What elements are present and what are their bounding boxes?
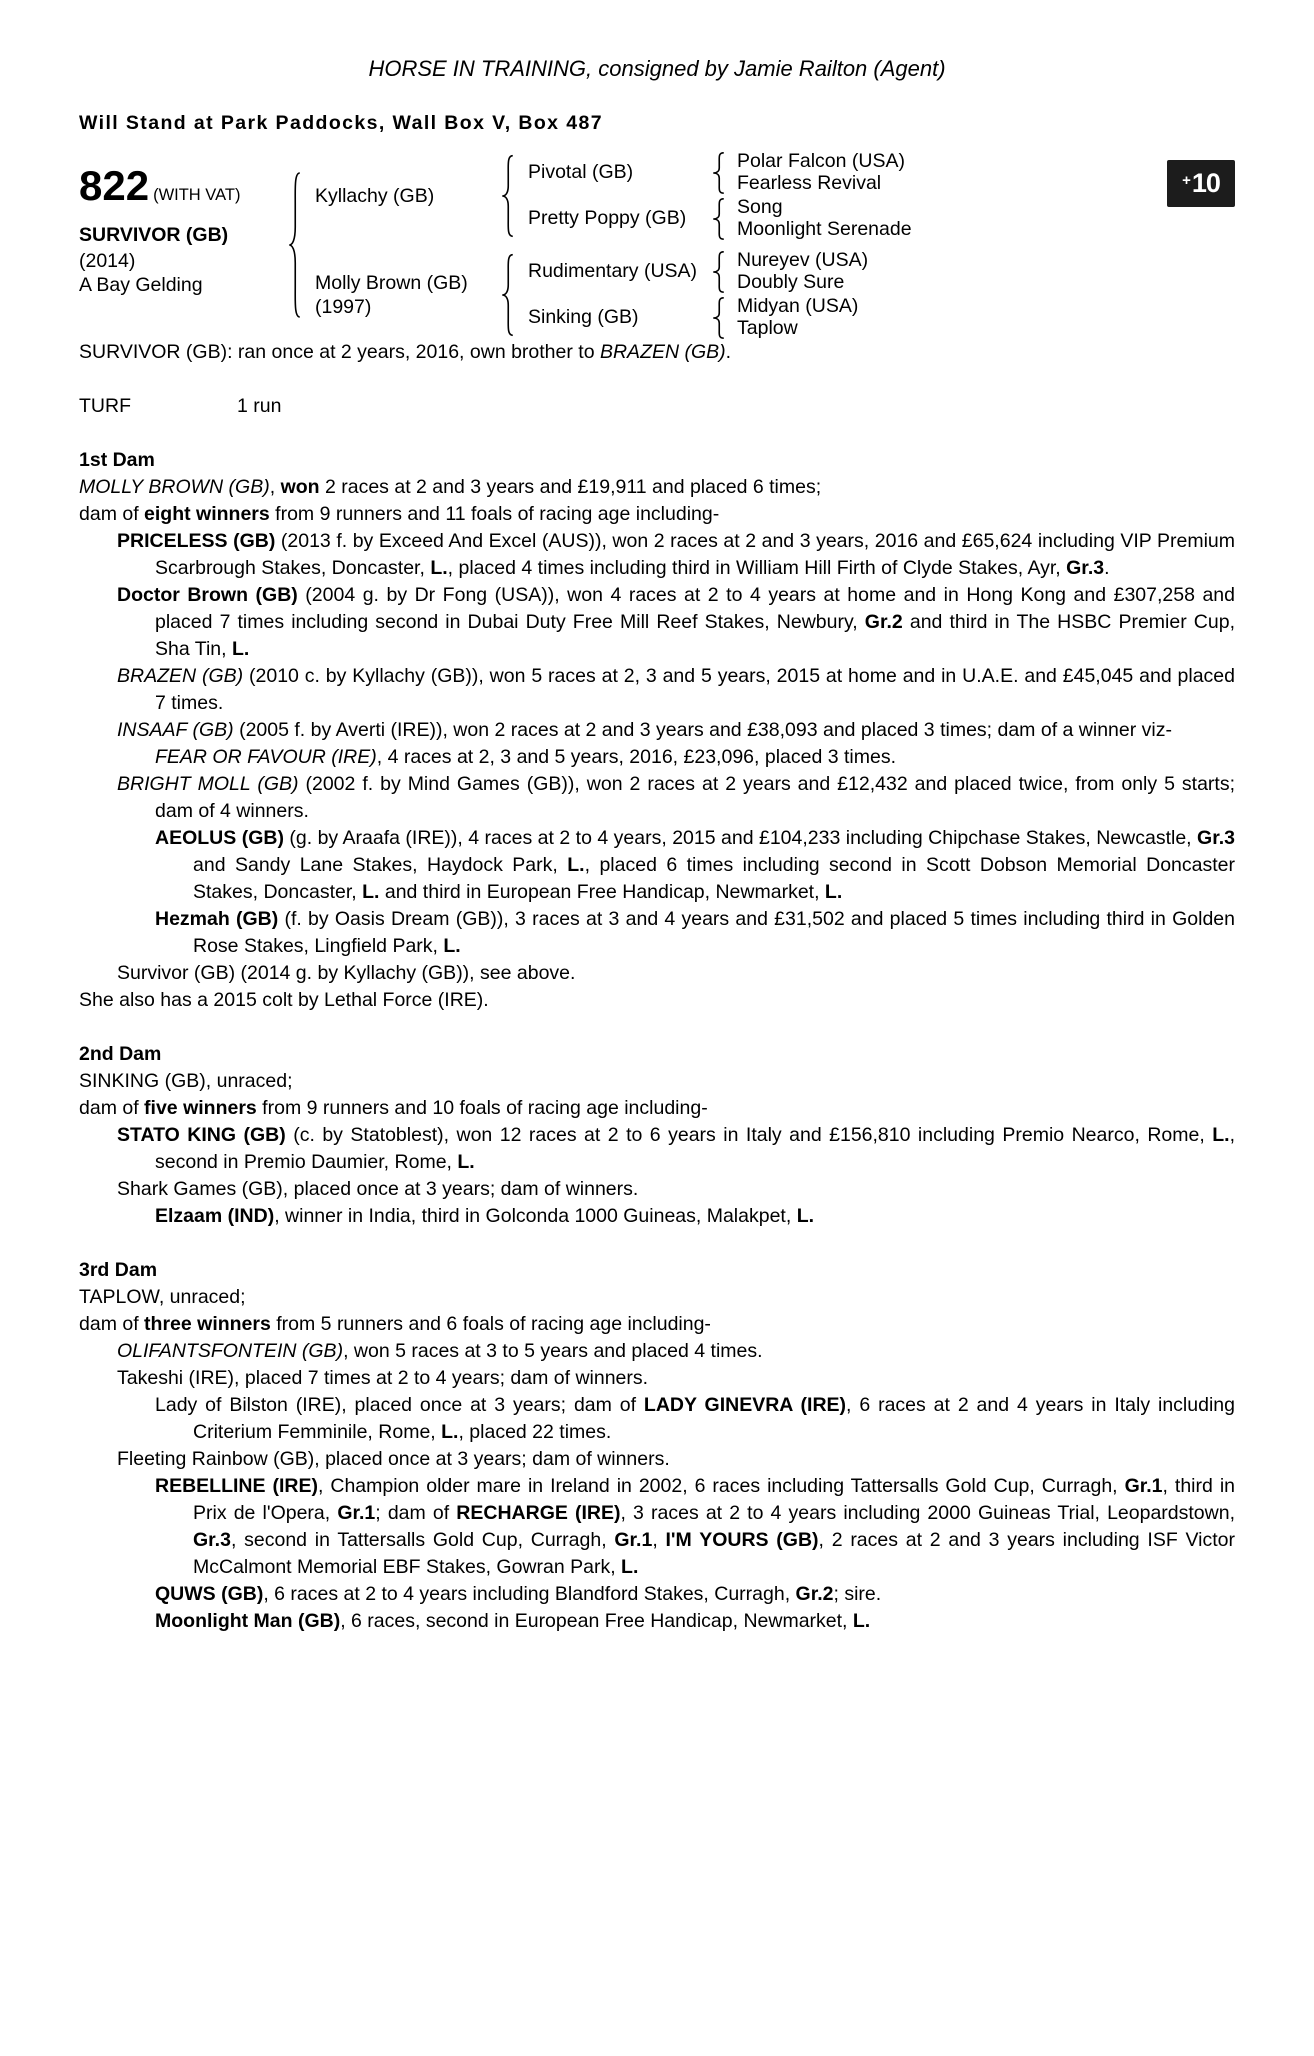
text-segment: , 4 races at 2, 3 and 5 years, 2016, £23,096, placed 3 times. xyxy=(376,746,896,768)
foaling-year: (2014) xyxy=(79,250,136,272)
plus10-badge xyxy=(1167,160,1235,207)
dam-heading: 1st Dam xyxy=(79,449,155,471)
sire-name: Kyllachy (GB) xyxy=(315,184,435,207)
text-segment: , Champion older mare in Ireland in 2002, 6 races including Tattersalls Gold Cup, Curragh, xyxy=(317,1475,1125,1497)
text-segment: L. xyxy=(362,881,380,903)
text-segment: Gr.2 xyxy=(864,611,903,633)
catalog-paragraph xyxy=(79,1581,1235,1608)
text-segment: FEAR OR FAVOUR (IRE) xyxy=(155,746,377,768)
text-segment: L. xyxy=(824,881,843,903)
text-segment: Shark Games (GB), placed once at 3 years; dam of winners. xyxy=(117,1178,639,1200)
text-segment: . xyxy=(1104,557,1110,579)
plus-icon: + xyxy=(1182,172,1191,189)
badge-number: 10 xyxy=(1191,168,1220,198)
text-segment: , second in Tattersalls Gold Cup, Curragh, xyxy=(230,1529,615,1551)
stand-location-line: Will Stand at Park Paddocks, Wall Box V, Box 487 xyxy=(79,112,603,134)
catalog-paragraph xyxy=(79,960,1235,987)
text-segment: , 6 races at 2 to 4 years including Blandford Stakes, Curragh, xyxy=(263,1583,796,1605)
dam-sire-name: Rudimentary (USA) xyxy=(528,260,698,282)
text-segment: She also has a 2015 colt by Lethal Force (IRE). xyxy=(79,989,489,1011)
catalog-paragraph xyxy=(79,1365,1235,1392)
pedigree-brace-sire-sire xyxy=(711,152,726,194)
ancestor-name: Song xyxy=(737,196,783,218)
text-segment: , 6 races, second in European Free Handicap, Newmarket, xyxy=(340,1610,853,1632)
text-segment: eight winners xyxy=(144,503,270,525)
dam-dam-parents xyxy=(726,296,858,339)
catalog-paragraph xyxy=(79,744,1235,771)
text-segment: RECHARGE (IRE) xyxy=(456,1502,621,1524)
text-segment: Gr.1 xyxy=(337,1502,376,1524)
lot-line xyxy=(79,163,287,218)
ancestor-name: Nureyev (USA) xyxy=(737,249,869,271)
text-segment: and third in The HSBC Premier Cup, Sha Tin, xyxy=(155,611,1235,660)
runs-value: 1 run xyxy=(237,395,282,417)
sire-dam-name: Pretty Poppy (GB) xyxy=(528,207,687,229)
text-segment: AEOLUS (GB) xyxy=(155,827,284,849)
ancestor-name: Moonlight Serenade xyxy=(737,217,912,240)
catalog-paragraph xyxy=(79,1203,1235,1230)
horse-description: A Bay Gelding xyxy=(79,274,203,296)
text-segment: and third in European Free Handicap, Newmarket, xyxy=(379,881,825,903)
text-segment: Lady of Bilston (IRE), placed once at 3 years; dam of xyxy=(155,1394,644,1416)
text-segment: L. xyxy=(621,1556,639,1578)
text-segment: BRAZEN (GB) xyxy=(599,341,726,363)
catalog-paragraph xyxy=(79,1176,1235,1203)
text-segment: L. xyxy=(441,1421,459,1443)
text-segment: ; dam of xyxy=(375,1502,457,1524)
catalog-paragraph xyxy=(79,1311,1235,1338)
text-segment: OLIFANTSFONTEIN (GB) xyxy=(117,1340,344,1362)
dam-dam-quarter xyxy=(515,296,868,339)
text-segment: Gr.3 xyxy=(1066,557,1105,579)
text-segment: , 2 races at 2 and 3 years including ISF Victor McCalmont Memorial EBF Stakes, Gowran Park, xyxy=(193,1529,1235,1578)
catalog-paragraph xyxy=(79,1473,1235,1581)
ancestor-name: Midyan (USA) xyxy=(737,295,859,317)
dam-section xyxy=(79,1041,1235,1230)
race-summary xyxy=(79,393,1235,420)
ancestor-name: Fearless Revival xyxy=(737,171,882,194)
text-segment: L. xyxy=(796,1205,815,1227)
text-segment: , second in Premio Daumier, Rome, xyxy=(155,1124,1235,1173)
text-segment: I'M YOURS (GB) xyxy=(665,1529,819,1551)
catalog-paragraph xyxy=(79,1095,1235,1122)
sire-parents xyxy=(515,151,912,240)
text-segment: TAPLOW, unraced; xyxy=(79,1286,246,1308)
consignment-header: HORSE IN TRAINING, consigned by Jamie Railton (Agent) xyxy=(368,56,946,81)
sire-sire-parents xyxy=(726,151,905,194)
catalog-paragraph xyxy=(79,906,1235,960)
catalog-paragraph xyxy=(79,717,1235,744)
text-segment: LADY GINEVRA (IRE) xyxy=(643,1394,847,1416)
text-segment: L. xyxy=(430,557,448,579)
pedigree-brace-dam-dam xyxy=(711,297,726,339)
dam-sections xyxy=(79,447,1235,1635)
catalog-paragraph xyxy=(79,1338,1235,1365)
text-segment: dam of xyxy=(79,503,145,525)
pedigree-brace-sire xyxy=(500,154,515,238)
ancestor-name: Doubly Sure xyxy=(737,270,845,293)
pedigree-tree xyxy=(302,151,912,339)
text-segment: 2 races at 2 and 3 years and £19,911 and placed 6 times; xyxy=(319,476,822,498)
text-segment: L. xyxy=(457,1151,475,1173)
text-segment: (f. by Oasis Dream (GB)), 3 races at 3 and 4 years and £31,502 and placed 5 times including third in Golden Rose Stakes, Lingfield Park, xyxy=(193,908,1235,957)
text-segment: five winners xyxy=(144,1097,257,1119)
text-segment: Gr.2 xyxy=(795,1583,834,1605)
pedigree-brace-dam xyxy=(500,253,515,337)
text-segment: BRAZEN (GB) xyxy=(117,665,244,687)
text-segment: . xyxy=(725,341,732,363)
catalog-paragraph xyxy=(79,663,1235,717)
catalog-paragraph xyxy=(79,582,1235,663)
catalog-paragraph xyxy=(79,1446,1235,1473)
catalog-paragraph xyxy=(79,825,1235,906)
sire-half xyxy=(302,151,912,240)
catalog-page xyxy=(0,56,1314,2056)
text-segment: , winner in India, third in Golconda 1000 Guineas, Malakpet, xyxy=(274,1205,797,1227)
text-segment: L. xyxy=(567,854,585,876)
text-segment: Gr.1 xyxy=(614,1529,653,1551)
catalog-paragraph xyxy=(79,771,1235,825)
text-segment: (g. by Araafa (IRE)), 4 races at 2 to 4 years, 2015 and £104,233 including Chipchase Stakes, Newcastle, xyxy=(283,827,1198,849)
text-segment: , placed 6 times including second in Scott Dobson Memorial Doncaster Stakes, Doncaster, xyxy=(193,854,1236,903)
text-segment: Gr.1 xyxy=(1124,1475,1163,1497)
text-segment: STATO KING (GB) xyxy=(117,1124,286,1146)
catalog-paragraph xyxy=(79,1284,1235,1311)
text-segment: (2013 f. by Exceed And Excel (AUS)), won 2 races at 2 and 3 years, 2016 and £65,624 including VIP Premium Scarbrough Stakes, Doncaster, xyxy=(155,530,1235,579)
dam-sire-parents xyxy=(726,250,868,293)
pedigree-brace-gen1 xyxy=(287,170,302,320)
sire-dam-quarter xyxy=(515,197,912,240)
text-segment: (2005 f. by Averti (IRE)), won 2 races at 2 and 3 years and £38,093 and placed 3 times; dam of a winner viz- xyxy=(233,719,1172,741)
text-segment: BRIGHT MOLL (GB) xyxy=(117,773,299,795)
pedigree-brace-sire-dam xyxy=(711,198,726,240)
dam-half xyxy=(302,250,912,339)
dam-section xyxy=(79,447,1235,1014)
catalog-paragraph xyxy=(79,528,1235,582)
text-segment: , xyxy=(652,1529,666,1551)
text-segment: L. xyxy=(231,638,250,660)
text-segment: , 3 races at 2 to 4 years including 2000 Guineas Trial, Leopardstown, xyxy=(620,1502,1235,1524)
lot-info xyxy=(79,163,287,297)
text-segment: Doctor Brown (GB) xyxy=(117,584,298,606)
text-segment: Moonlight Man (GB) xyxy=(155,1610,341,1632)
dam-heading: 3rd Dam xyxy=(79,1259,158,1281)
dam-cell xyxy=(302,271,500,319)
catalog-paragraph xyxy=(79,1122,1235,1176)
ancestor-name: Polar Falcon (USA) xyxy=(737,150,905,172)
text-segment: Hezmah (GB) xyxy=(155,908,279,930)
lot-number: 822 xyxy=(79,162,150,209)
text-segment: (2002 f. by Mind Games (GB)), won 2 races at 2 years and £12,432 and placed twice, from only 5 starts; dam of 4 winners. xyxy=(155,773,1235,822)
text-segment: from 5 runners and 6 foals of racing age including- xyxy=(270,1313,711,1335)
text-segment: L. xyxy=(443,935,461,957)
race-record xyxy=(79,339,1235,366)
dam-dam-name: Sinking (GB) xyxy=(528,306,639,328)
text-segment: Takeshi (IRE), placed 7 times at 2 to 4 years; dam of winners. xyxy=(117,1367,649,1389)
text-segment: , third in Prix de l'Opera, xyxy=(193,1475,1235,1524)
text-segment: from 9 runners and 11 foals of racing age including- xyxy=(269,503,720,525)
catalog-paragraph xyxy=(79,1392,1235,1446)
grandsire-quarter xyxy=(515,151,912,194)
text-segment: ; sire. xyxy=(833,1583,882,1605)
text-segment: Gr.3 xyxy=(193,1529,231,1551)
text-segment: , xyxy=(269,476,281,498)
text-segment: Survivor (GB) (2014 g. by Kyllachy (GB)), see above. xyxy=(117,962,576,984)
text-segment: MOLLY BROWN (GB) xyxy=(79,476,270,498)
text-segment: (c. by Statoblest), won 12 races at 2 to 6 years in Italy and £156,810 including Premio Nearco, Rome, xyxy=(285,1124,1213,1146)
sire-cell xyxy=(302,184,500,208)
catalog-paragraph xyxy=(79,474,1235,501)
text-segment: three winners xyxy=(144,1313,271,1335)
text-segment: PRICELESS (GB) xyxy=(117,530,276,552)
damsire-quarter xyxy=(515,250,868,293)
dam-heading: 2nd Dam xyxy=(79,1043,162,1065)
text-segment: INSAAF (GB) xyxy=(117,719,234,741)
dam-parents xyxy=(515,250,868,339)
text-segment: from 9 runners and 10 foals of racing age including- xyxy=(256,1097,708,1119)
dam-section xyxy=(79,1257,1235,1635)
dam-name: Molly Brown (GB) xyxy=(315,271,468,294)
text-segment: SINKING (GB), unraced; xyxy=(79,1070,293,1092)
sire-dam-parents xyxy=(726,197,912,240)
pedigree-brace-dam-sire xyxy=(711,251,726,293)
surface-label: TURF xyxy=(79,395,131,417)
pedigree-table xyxy=(79,151,1235,339)
text-segment: L. xyxy=(1212,1124,1230,1146)
catalog-paragraph xyxy=(79,987,1235,1014)
text-segment: REBELLINE (IRE) xyxy=(155,1475,318,1497)
dam-year: (1997) xyxy=(315,295,372,318)
horse-name: SURVIVOR (GB) xyxy=(79,224,229,246)
text-segment: won xyxy=(280,476,320,498)
sire-sire-name: Pivotal (GB) xyxy=(528,161,634,183)
text-segment: dam of xyxy=(79,1313,145,1335)
text-segment: (2010 c. by Kyllachy (GB)), won 5 races at 2, 3 and 5 years, 2015 at home and in U.A.E. and £45,045 and placed 7 times. xyxy=(155,665,1235,714)
catalog-paragraph xyxy=(79,1068,1235,1095)
text-segment: SURVIVOR (GB): ran once at 2 years, 2016, own brother to xyxy=(79,341,600,363)
text-segment: QUWS (GB) xyxy=(155,1583,264,1605)
text-segment: , placed 4 times including third in William Hill Firth of Clyde Stakes, Ayr, xyxy=(447,557,1067,579)
text-segment: Fleeting Rainbow (GB), placed once at 3 years; dam of winners. xyxy=(117,1448,670,1470)
page-content xyxy=(0,56,1314,1635)
catalog-paragraph xyxy=(79,501,1235,528)
text-segment: Gr.3 xyxy=(1197,827,1235,849)
text-segment: , won 5 races at 3 to 5 years and placed 4 times. xyxy=(343,1340,763,1362)
catalog-paragraph xyxy=(79,1608,1235,1635)
ancestor-name: Taplow xyxy=(737,316,798,339)
text-segment: (2004 g. by Dr Fong (USA)), won 4 races at 2 to 4 years at home and in Hong Kong and £307,258 and placed 7 times including second in Dubai Duty Free Mill Reef Stakes, Newbury, xyxy=(155,584,1235,633)
text-segment: L. xyxy=(852,1610,871,1632)
text-segment: dam of xyxy=(79,1097,145,1119)
text-segment: , placed 22 times. xyxy=(458,1421,612,1443)
text-segment: , 6 races at 2 and 4 years in Italy including Criterium Femminile, Rome, xyxy=(193,1394,1235,1443)
text-segment: Elzaam (IND) xyxy=(155,1205,275,1227)
lot-vat-note: (WITH VAT) xyxy=(153,186,241,204)
text-segment: and Sandy Lane Stakes, Haydock Park, xyxy=(193,854,568,876)
